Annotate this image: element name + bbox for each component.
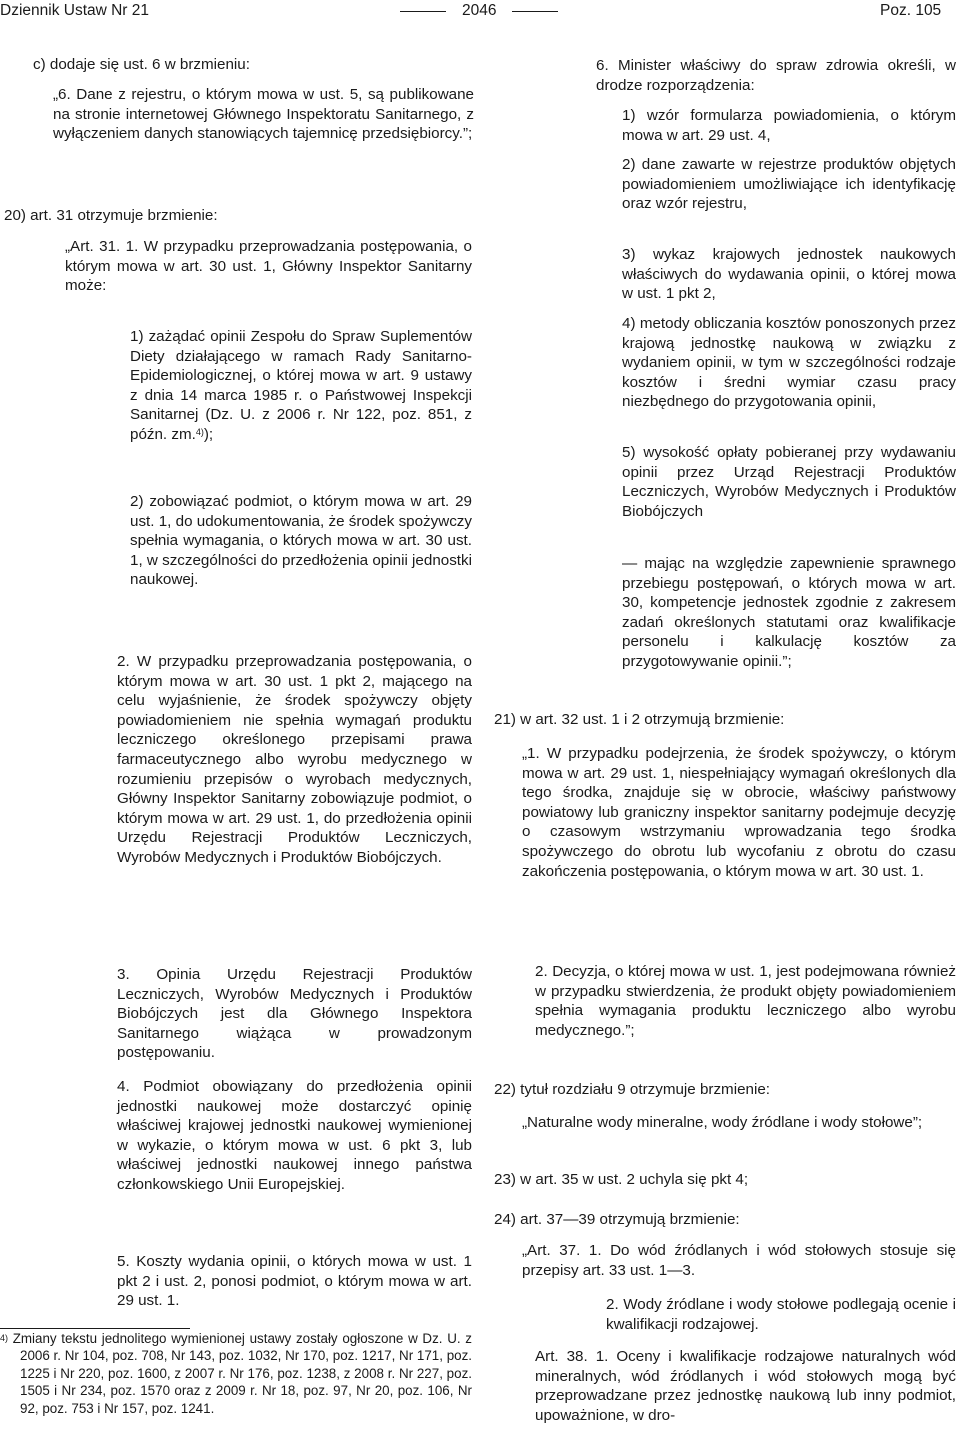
position-number: Poz. 105 xyxy=(880,2,942,19)
footnote xyxy=(0,1330,472,1417)
footnote-text: Zmiany tekstu jednolitego wymienionej ustawy zostały ogłoszone w Dz. U. z 2006 r. Nr 104, poz. 708, Nr 143, poz. 1032, Nr 170, poz. 1217, Nr 171, poz. 1225 i Nr 220, poz. 1600, z 2007 r. Nr 176, poz. 1238, z 2008 r. Nr 227, poz. 1505 i Nr 234, poz. 1570 oraz z 2009 r. Nr 18, poz. 97, Nr 20, poz. 106, Nr 92, poz. 753 i Nr 157, poz. 1241. xyxy=(12,1331,472,1416)
r-pkt-5: 5) wysokość opłaty pobieranej przy wydawaniu opinii przez Urząd Rejestracji Produktów Leczniczych, Wyrobów Medycznych i Produktów Biobójczych xyxy=(622,444,956,520)
art-31-ust-3: 3. Opinia Urzędu Rejestracji Produktów Leczniczych, Wyrobów Medycznych i Produktów Biobójczych jest dla Głównego Inspektora Sanitarnego wiążąca w prowadzonym postępowaniu. xyxy=(117,966,472,1062)
r-pkt-1: 1) wzór formularza powiadomienia, o którym mowa w art. 29 ust. 4, xyxy=(622,107,956,144)
art-31-ust-5: 5. Koszty wydania opinii, o których mowa w ust. 1 pkt 2 i ust. 2, ponosi podmiot, o którym mowa w art. 29 ust. 1. xyxy=(117,1253,472,1310)
art-31-pkt-1: 1) zażądać opinii Zespołu do Spraw Suplementów Diety działającego w ramach Rady Sanitarno-Epidemiologicznej, o której mowa w art. 9 ustawy z dnia 14 marca 1985 r. o Państwowej Inspekcji Sanitarnej (Dz. U. z 2006 r. Nr 122, poz. 851, z późn. zm.$^{4)}$); xyxy=(130,328,472,443)
art-32-ust-2: 2. Decyzja, o której mowa w ust. 1, jest podejmowana również w przypadku stwierdzenia, że produkt objęty powiadomieniem spełnia wymagania produktu leczniczego albo wyrobu medycznego.”; xyxy=(535,963,956,1039)
footnote-separator xyxy=(0,1328,190,1329)
chapter-9-title: „Naturalne wody mineralne, wody źródlane i wody stołowe”; xyxy=(522,1114,923,1131)
item-21: 21) w art. 32 ust. 1 i 2 otrzymują brzmienie: xyxy=(494,711,785,728)
footnote-mark: 4) xyxy=(0,1333,9,1343)
art-37-ust-2: 2. Wody źródlane i wody stołowe podlegają ocenie i kwalifikacji rodzajowej. xyxy=(606,1296,956,1333)
item-20: 20) art. 31 otrzymuje brzmienie: xyxy=(4,207,218,224)
r-closing: — mając na względzie zapewnienie sprawnego przebiegu postępowań, o których mowa w art. 30, kompetencje jednostek zgodnie z zakresem zadań określonych statutami oraz kwalifikacje personelu i kalkulację kosztów za przygotowywanie opinii.”; xyxy=(622,555,956,670)
header-dash-left xyxy=(400,11,446,12)
r-pkt-3: 3) wykaz krajowych jednostek naukowych właściwych do wydawania opinii, o której mowa w ust. 1 pkt 2, xyxy=(622,246,956,303)
art-31-ust-4: 4. Podmiot obowiązany do przedłożenia opinii jednostki naukowej może dostarczyć opinię właściwej krajowej jednostki naukowej wymienionej w wykazie, o którym mowa w ust. 6 pkt 3, lub właściwej jednostki naukowej innego państwa członkowskiego Unii Europejskiej. xyxy=(117,1078,472,1193)
art-37-ust-1: „Art. 37. 1. Do wód źródlanych i wód stołowych stosuje się przepisy art. 33 ust. 1—3. xyxy=(522,1242,956,1279)
item-24: 24) art. 37—39 otrzymują brzmienie: xyxy=(494,1211,740,1228)
ust-6-minister: 6. Minister właściwy do spraw zdrowia określi, w drodze rozporządzenia: xyxy=(596,57,956,94)
ust-6: „6. Dane z rejestru, o którym mowa w ust. 5, są publikowane na stronie internetowej Głównego Inspektoratu Sanitarnego, z wyłączeniem danych stanowiących tajemnicę przedsiębiorcy.”; xyxy=(53,86,474,143)
art-31-pkt-2: 2) zobowiązać podmiot, o którym mowa w art. 29 ust. 1, do udokumentowania, że środek spożywczy spełnia wymagania, o których mowa w art. 30 ust. 1, w szczególności do przedłożenia opinii jednostki naukowej. xyxy=(130,493,472,589)
art-31-ust-2: 2. W przypadku przeprowadzania postępowania, o którym mowa w art. 30 ust. 1 pkt 2, mającego na celu wyjaśnienie, że środek spożywczy objęty powiadomieniem nie spełnia wymagań produktu leczniczego określonego przepisami prawa farmaceutycznego albo wyrobu medycznego w rozumieniu przepisów o wyrobach medycznych, Główny Inspektor Sanitarny zobowiązuje podmiot, o którym mowa w art. 29 ust. 1, do przedłożenia opinii Urzędu Rejestracji Produktów Leczniczych, Wyrobów Medycznych i Produktów Biobójczych. xyxy=(117,653,472,866)
header-dash-right xyxy=(512,11,558,12)
art-31-ust-1: „Art. 31. 1. W przypadku przeprowadzania postępowania, o którym mowa w art. 30 ust. 1, Główny Inspektor Sanitarny może: xyxy=(65,238,472,295)
footnote-ref[interactable]: 4) xyxy=(195,426,204,437)
r-pkt-4: 4) metody obliczania kosztów ponoszonych przez krajową jednostkę naukową w związku z wydaniem opinii, w tym w szczególności rodzaje kosztów i średni wymiar czasu pracy niezbędnego do przygotowania opinii, xyxy=(622,315,956,411)
item-c: c) dodaje się ust. 6 w brzmieniu: xyxy=(33,56,250,73)
item-23: 23) w art. 35 w ust. 2 uchyla się pkt 4; xyxy=(494,1171,749,1188)
r-pkt-2: 2) dane zawarte w rejestrze produktów objętych powiadomieniem umożliwiające ich identyfikację oraz wzór rejestru, xyxy=(622,156,956,213)
item-22: 22) tytuł rozdziału 9 otrzymuje brzmienie: xyxy=(494,1081,771,1098)
art-38-ust-1: Art. 38. 1. Oceny i kwalifikacje rodzajowe naturalnych wód mineralnych, wód źródlanych i wód stołowych mogą być przeprowadzane przez jednostkę naukową lub inny podmiot, upoważnione, w dro- xyxy=(535,1348,956,1424)
art-32-ust-1: „1. W przypadku podejrzenia, że środek spożywczy, o którym mowa w art. 29 ust. 1, niespełniający wymagań określonych dla tego środka, znajduje się w obrocie, właściwy państwowy powiatowy lub graniczny inspektor sanitarny podejmuje decyzję o czasowym wstrzymaniu wprowadzania tego środka spożywczego do obrotu lub wycofaniu z obrotu do czasu zakończenia postępowania, o którym mowa w art. 30 ust. 1. xyxy=(522,745,956,880)
journal-title: Dziennik Ustaw Nr 21 xyxy=(0,2,150,19)
page-header xyxy=(0,0,960,22)
page-number: 2046 xyxy=(462,2,497,19)
